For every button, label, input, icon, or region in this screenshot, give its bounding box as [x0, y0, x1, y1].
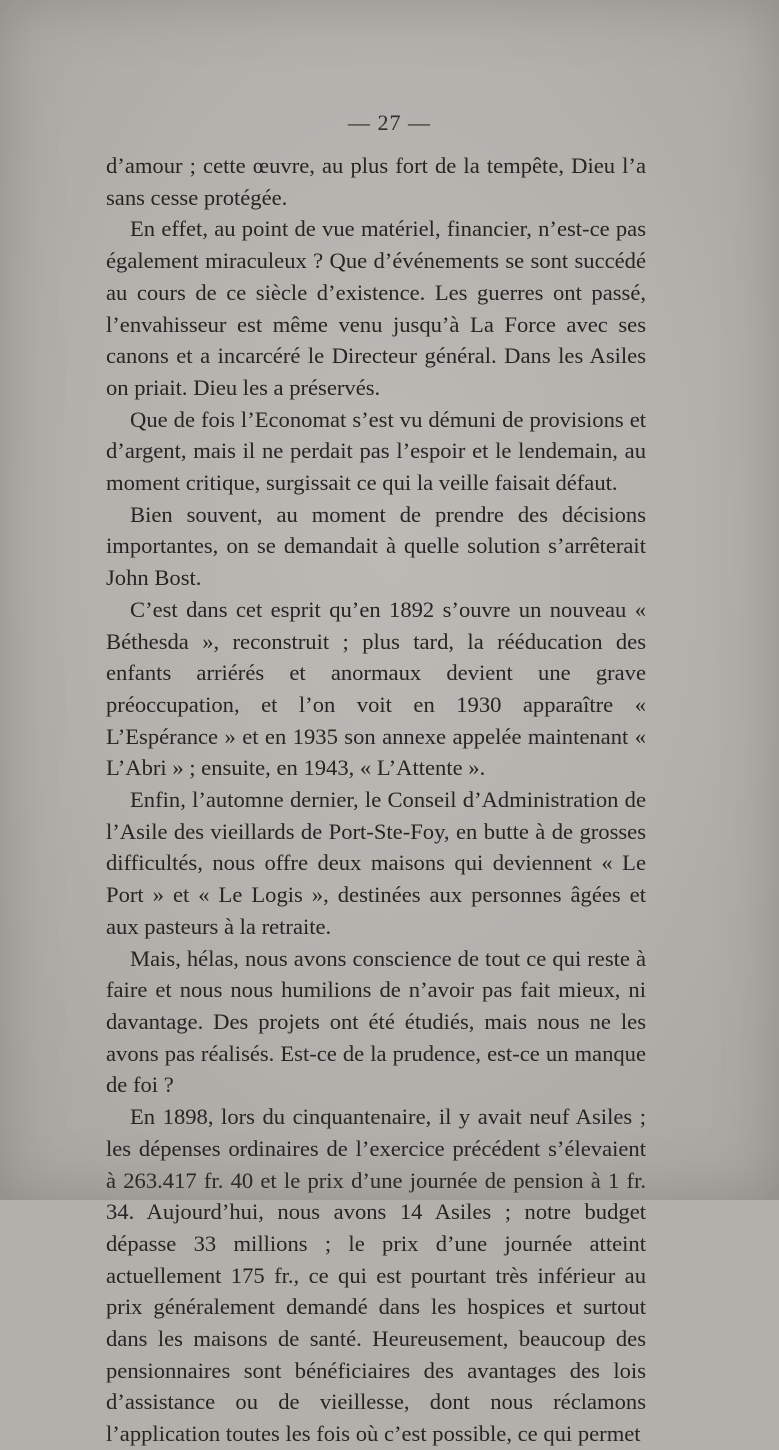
paragraph: Bien souvent, au moment de prendre des décisions importantes, on se demandait à quelle solution s’arrêterait John Bost.	[106, 501, 646, 591]
page-number: — 27 —	[348, 110, 431, 135]
paragraph: En 1898, lors du cinquantenaire, il y avait neuf Asiles ; les dépenses ordinaires de l’exercice précédent s’élevaient à 263.417 fr. 40 et le prix d’une journée de pension à 1 fr. 34. Aujourd’hui, nous avons 14 Asiles ; notre budget dépasse 33 millions ; le prix d’une journée atteint actuellement 175 fr., ce qui est pourtant très inférieur au prix généralement demandé dans les hospices et surtout dans les maisons de santé. Heureusement, beaucoup des pensionnaires sont bénéficiaires des avantages des lois d’assistance ou de vieillesse, dont nous réclamons l’application toutes les fois où c’est possible, ce qui permet	[106, 1104, 646, 1447]
paragraph: Que de fois l’Economat s’est vu démuni de provisions et d’argent, mais il ne perdait pas l’espoir et le lendemain, au moment critique, surgissait ce qui la veille faisait défaut.	[106, 406, 646, 496]
paragraph: Enfin, l’automne dernier, le Conseil d’Administration de l’Asile des vieillards de Port-Ste-Foy, en butte à de grosses difficultés, nous offre deux maisons qui deviennent « Le Port » et « Le Logis », destinées aux personnes âgées et aux pasteurs à la retraite.	[106, 787, 646, 939]
paragraph: d’amour ; cette œuvre, au plus fort de la tempête, Dieu l’a sans cesse protégée.	[106, 153, 646, 210]
paragraph: Mais, hélas, nous avons conscience de tout ce qui reste à faire et nous nous humilions de n’avoir pas fait mieux, ni davantage. Des projets ont été étudiés, mais nous ne les avons pas réalisés. Est-ce de la prudence, est-ce un manque de foi ?	[106, 945, 646, 1098]
paragraph: En effet, au point de vue matériel, financier, n’est-ce pas également miraculeux ? Que d’événements se sont succédé au cours de ce siècle d’existence. Les guerres ont passé, l’envahisseur est même venu jusqu’à La Force avec ses canons et a incarcéré le Directeur général. Dans les Asiles on priait. Dieu les a préservés.	[106, 216, 646, 400]
body-text	[106, 150, 646, 1450]
paragraph: C’est dans cet esprit qu’en 1892 s’ouvre un nouveau « Béthesda », reconstruit ; plus tard, la rééducation des enfants arriérés et anormaux devient une grave préoccupation, et l’on voit en 1930 apparaître « L’Espérance » et en 1935 son annexe appelée maintenant « L’Abri » ; ensuite, en 1943, « L’Attente ».	[106, 596, 646, 781]
